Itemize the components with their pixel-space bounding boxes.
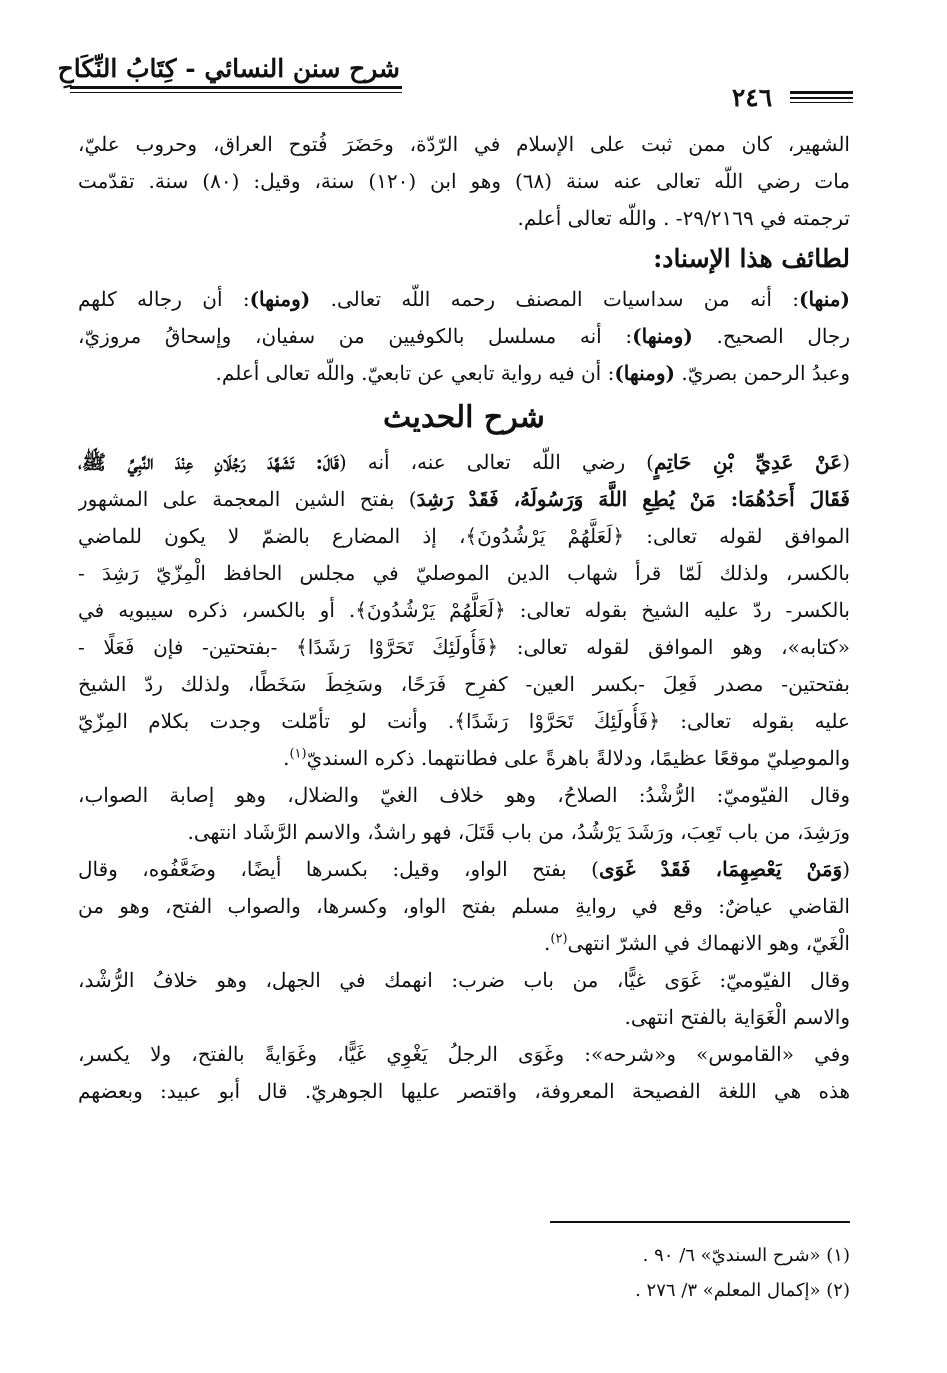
hadith-text: فَقَالَ أَحَدُهُمَا: مَنْ يُطِعِ اللَّهَ وَرَسُولَهُ، فَقَدْ رَشِدَ: [416, 487, 850, 511]
footnote-2: (٢) «إكمال المعلم» ٣/ ٢٧٦ .: [635, 1280, 850, 1301]
text-run: : أن رجاله كلهم: [78, 287, 250, 311]
text-run: ) بفتح الواو، وقيل: بكسرها أيضًا، وضَعَّفُوه، وقال: [78, 857, 599, 881]
text-run: .: [283, 746, 290, 770]
footnote-ref[interactable]: (٢): [550, 931, 568, 947]
marker-wa-minha: (ومنها): [632, 324, 693, 348]
footnote-separator: [550, 1221, 850, 1223]
hadith-text: وَمَنْ يَعْصِهِمَا، فَقَدْ غَوَى: [598, 857, 843, 881]
text-run: الْغَيّ، وهو الانهماك في الشرّ انتهى: [567, 931, 850, 955]
text-run: .: [544, 931, 551, 955]
paragraph-line: [78, 925, 850, 962]
hadith-text: عَنْ عَدِيِّ بْنِ حَاتِمٍ: [653, 450, 843, 474]
text-run: (: [842, 450, 850, 474]
text-run: : أن فيه رواية تابعي عن تابعيّ. واللّه تعالى أعلم.: [215, 361, 615, 385]
paragraph-line: وقال الفيّوميّ: الرُّشْدُ: الصلاحُ، وهو خلاف الغيّ والضلال، وهو إصابة الصواب،: [78, 783, 850, 807]
paragraph-line: بالكسر، ولذلك لَمّا قرأ شهاب الدين الموصليّ في مجلس الحافظ الْمِزّيّ رَشِدَ -: [78, 561, 850, 585]
paragraph-line: عليه بقوله تعالى: ﴿فَأُولَئِكَ تَحَرَّوْا رَشَدًا﴾. وأنت لو تأمّلت وجدت بكلام المِزّيّ: [78, 709, 850, 733]
paragraph-line: هذه هي اللغة الفصيحة المعروفة، واقتصر عليها الجوهريّ. قال أبو عبيد: وبعضهم: [78, 1079, 850, 1103]
paragraph-line: وفي «القاموس» و«شرحه»: وغَوَى الرجلُ يَغْوِي غَيًّا، وغَوَايةً بالفتح، ولا يكسر،: [78, 1042, 850, 1066]
text-run: : أنه مسلسل بالكوفيين من سفيان، وإسحاقُ مروزيّ،: [78, 324, 633, 348]
text-run: والموصِليّ موقعًا عظيمًا، ودلالةً باهرةً على فطانتهما. ذكره السنديّ: [306, 746, 850, 770]
paragraph-line: والاسم الْغَوَاية بالفتح انتهى.: [624, 1005, 850, 1029]
text-run: : أنه من سداسيات المصنف رحمه اللّه تعالى.: [310, 287, 799, 311]
paragraph-line: [78, 851, 850, 888]
paragraph-line: ورَشِدَ، من باب تَعِبَ، ورَشَدَ يَرْشُدُ، من باب قَتَلَ، فهو راشدٌ، والاسم الرَّشَاد انتهى.: [187, 820, 850, 844]
text-run: وعبدُ الرحمن بصريّ.: [675, 361, 850, 385]
running-title: شرح سنن النسائي - كِتَابُ النِّكَاحِ: [57, 54, 400, 83]
section-title-sharh-hadith: شرح الحديث: [383, 400, 545, 435]
marker-wa-minha: (ومنها): [614, 361, 675, 385]
paragraph-line: [78, 281, 850, 318]
hadith-text: قَالَ: تَشَهَّدَ رَجُلَانِ عِنْدَ النَّبِيِّ ﷺ،: [78, 450, 339, 474]
footnotes: [78, 1238, 850, 1308]
paragraph-line: [78, 740, 850, 777]
paragraph-line: [78, 444, 850, 481]
paragraph-line: [78, 355, 850, 392]
text-run: (: [842, 857, 850, 881]
header-rule-thin: [70, 92, 402, 93]
page-number: ٢٤٦: [731, 83, 773, 112]
paragraph-line: مات رضي اللّه تعالى عنه سنة (٦٨) وهو ابن (١٢٠) سنة، وقيل: (٨٠) سنة. تقدّمت: [78, 169, 850, 193]
paragraph-line: بالكسر- ردّ عليه الشيخ بقوله تعالى: ﴿لَعَلَّهُمْ يَرْشُدُونَ﴾. أو بالكسر، ذكره سيبويه في: [78, 598, 850, 622]
paragraph-line: الموافق لقوله تعالى: ﴿لَعَلَّهُمْ يَرْشُدُونَ﴾، إذ المضارع بالضمّ لا يكون للماضي: [78, 524, 850, 548]
page-number-rule-3: [790, 102, 853, 103]
marker-minha: (منها): [799, 287, 850, 311]
paragraph-line: «كتابه»، وهو الموافق لقوله تعالى: ﴿فَأُولَئِكَ تَحَرَّوْا رَشَدًا﴾ -بفتحتين- فإن فَعَلًا -: [78, 635, 850, 659]
text-run: ) بفتح الشين المعجمة على المشهور: [78, 487, 417, 511]
footnote-ref[interactable]: (١): [289, 746, 307, 762]
paragraph-line: بفتحتين- مصدر فَعِلَ -بكسر العين- كفرِح فَرَحًا، وسَخِطَ سَخَطًا، ولذلك ردّ الشيخ: [78, 672, 850, 696]
page-body: [78, 126, 850, 1110]
page-number-rule-2: [790, 97, 853, 99]
paragraph-line: [78, 318, 850, 355]
section-heading-isnad: لطائف هذا الإسناد:: [653, 244, 850, 273]
paragraph-line: [78, 481, 850, 518]
paragraph-line: وقال الفيّوميّ: غَوَى غيًّا، من باب ضرب: انهمك في الجهل، وهو خلافُ الرُّشْد،: [78, 968, 850, 992]
header-rule-thick: [70, 86, 402, 89]
page-number-rule-1: [790, 91, 853, 94]
paragraph-line: القاضي عياضٌ: وقع في روايةِ مسلم بفتح الواو، وكسرها، والصواب الفتح، وهو من: [78, 894, 850, 918]
marker-wa-minha: (ومنها): [249, 287, 311, 311]
text-run: ) رضي اللّه تعالى عنه، أنه (: [338, 450, 654, 474]
paragraph-line: الشهير، كان ممن ثبت على الإسلام في الرّدّة، وحَضَرَ فُتوح العراق، وحروب عليّ،: [78, 132, 850, 156]
paragraph-line: ترجمته في ٢٩/٢١٦٩- . واللّه تعالى أعلم.: [517, 206, 850, 230]
footnote-1: (١) «شرح السنديّ» ٦/ ٩٠ .: [642, 1245, 850, 1266]
text-run: رجال الصحيح.: [692, 324, 850, 348]
